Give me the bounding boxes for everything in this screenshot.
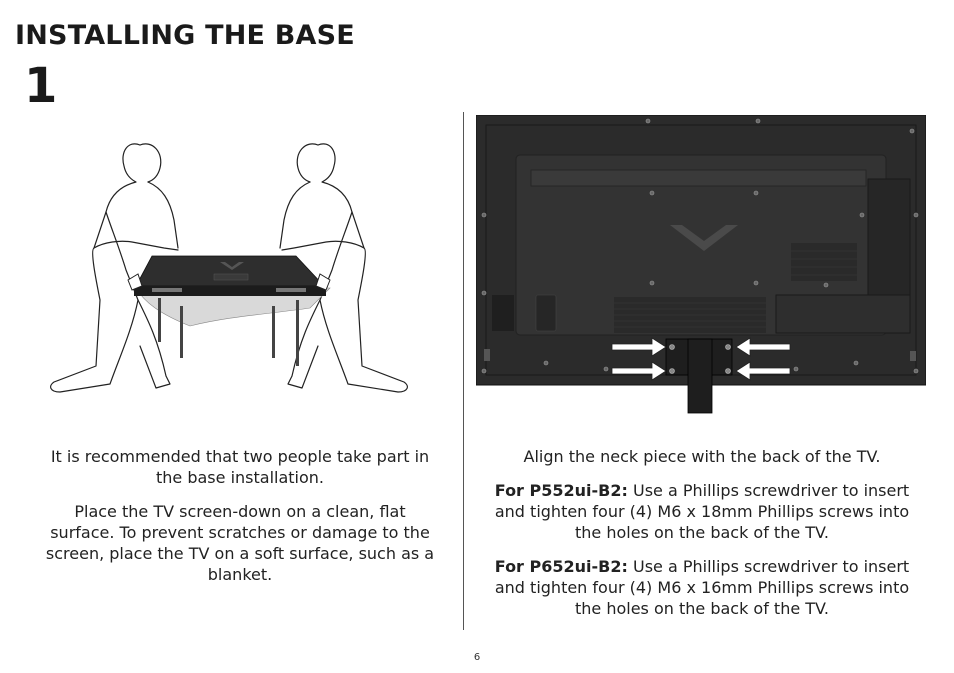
right-instructions xyxy=(492,446,912,632)
step-number: 1 xyxy=(24,58,58,114)
model-p652-label: For P652ui-B2: xyxy=(494,557,628,576)
column-divider xyxy=(463,112,464,630)
left-instructions xyxy=(40,446,440,598)
tv-back-neck-illustration xyxy=(476,115,926,415)
page-title: INSTALLING THE BASE xyxy=(15,20,355,51)
two-people-tv-illustration xyxy=(40,130,420,410)
model-p652-instruction xyxy=(492,556,912,619)
model-p552-label: For P552ui-B2: xyxy=(494,481,628,500)
model-p552-text: Use a Phillips screwdriver to insert and tighten four (4) M6 x 18mm Phillips screws into the holes on the back of the TV. xyxy=(494,481,910,542)
model-p552-instruction xyxy=(492,480,912,543)
page-number: 6 xyxy=(473,652,481,663)
model-p652-text: Use a Phillips screwdriver to insert and tighten four (4) M6 x 16mm Phillips screws into the holes on the back of the TV. xyxy=(494,557,910,618)
recommendation-text: It is recommended that two people take part in the base installation. xyxy=(50,447,430,487)
placement-text: Place the TV screen-down on a clean, flat surface. To prevent scratches or damage to the screen, place the TV on a soft surface, such as a blanket. xyxy=(45,502,435,584)
align-text: Align the neck piece with the back of the TV. xyxy=(523,447,881,466)
